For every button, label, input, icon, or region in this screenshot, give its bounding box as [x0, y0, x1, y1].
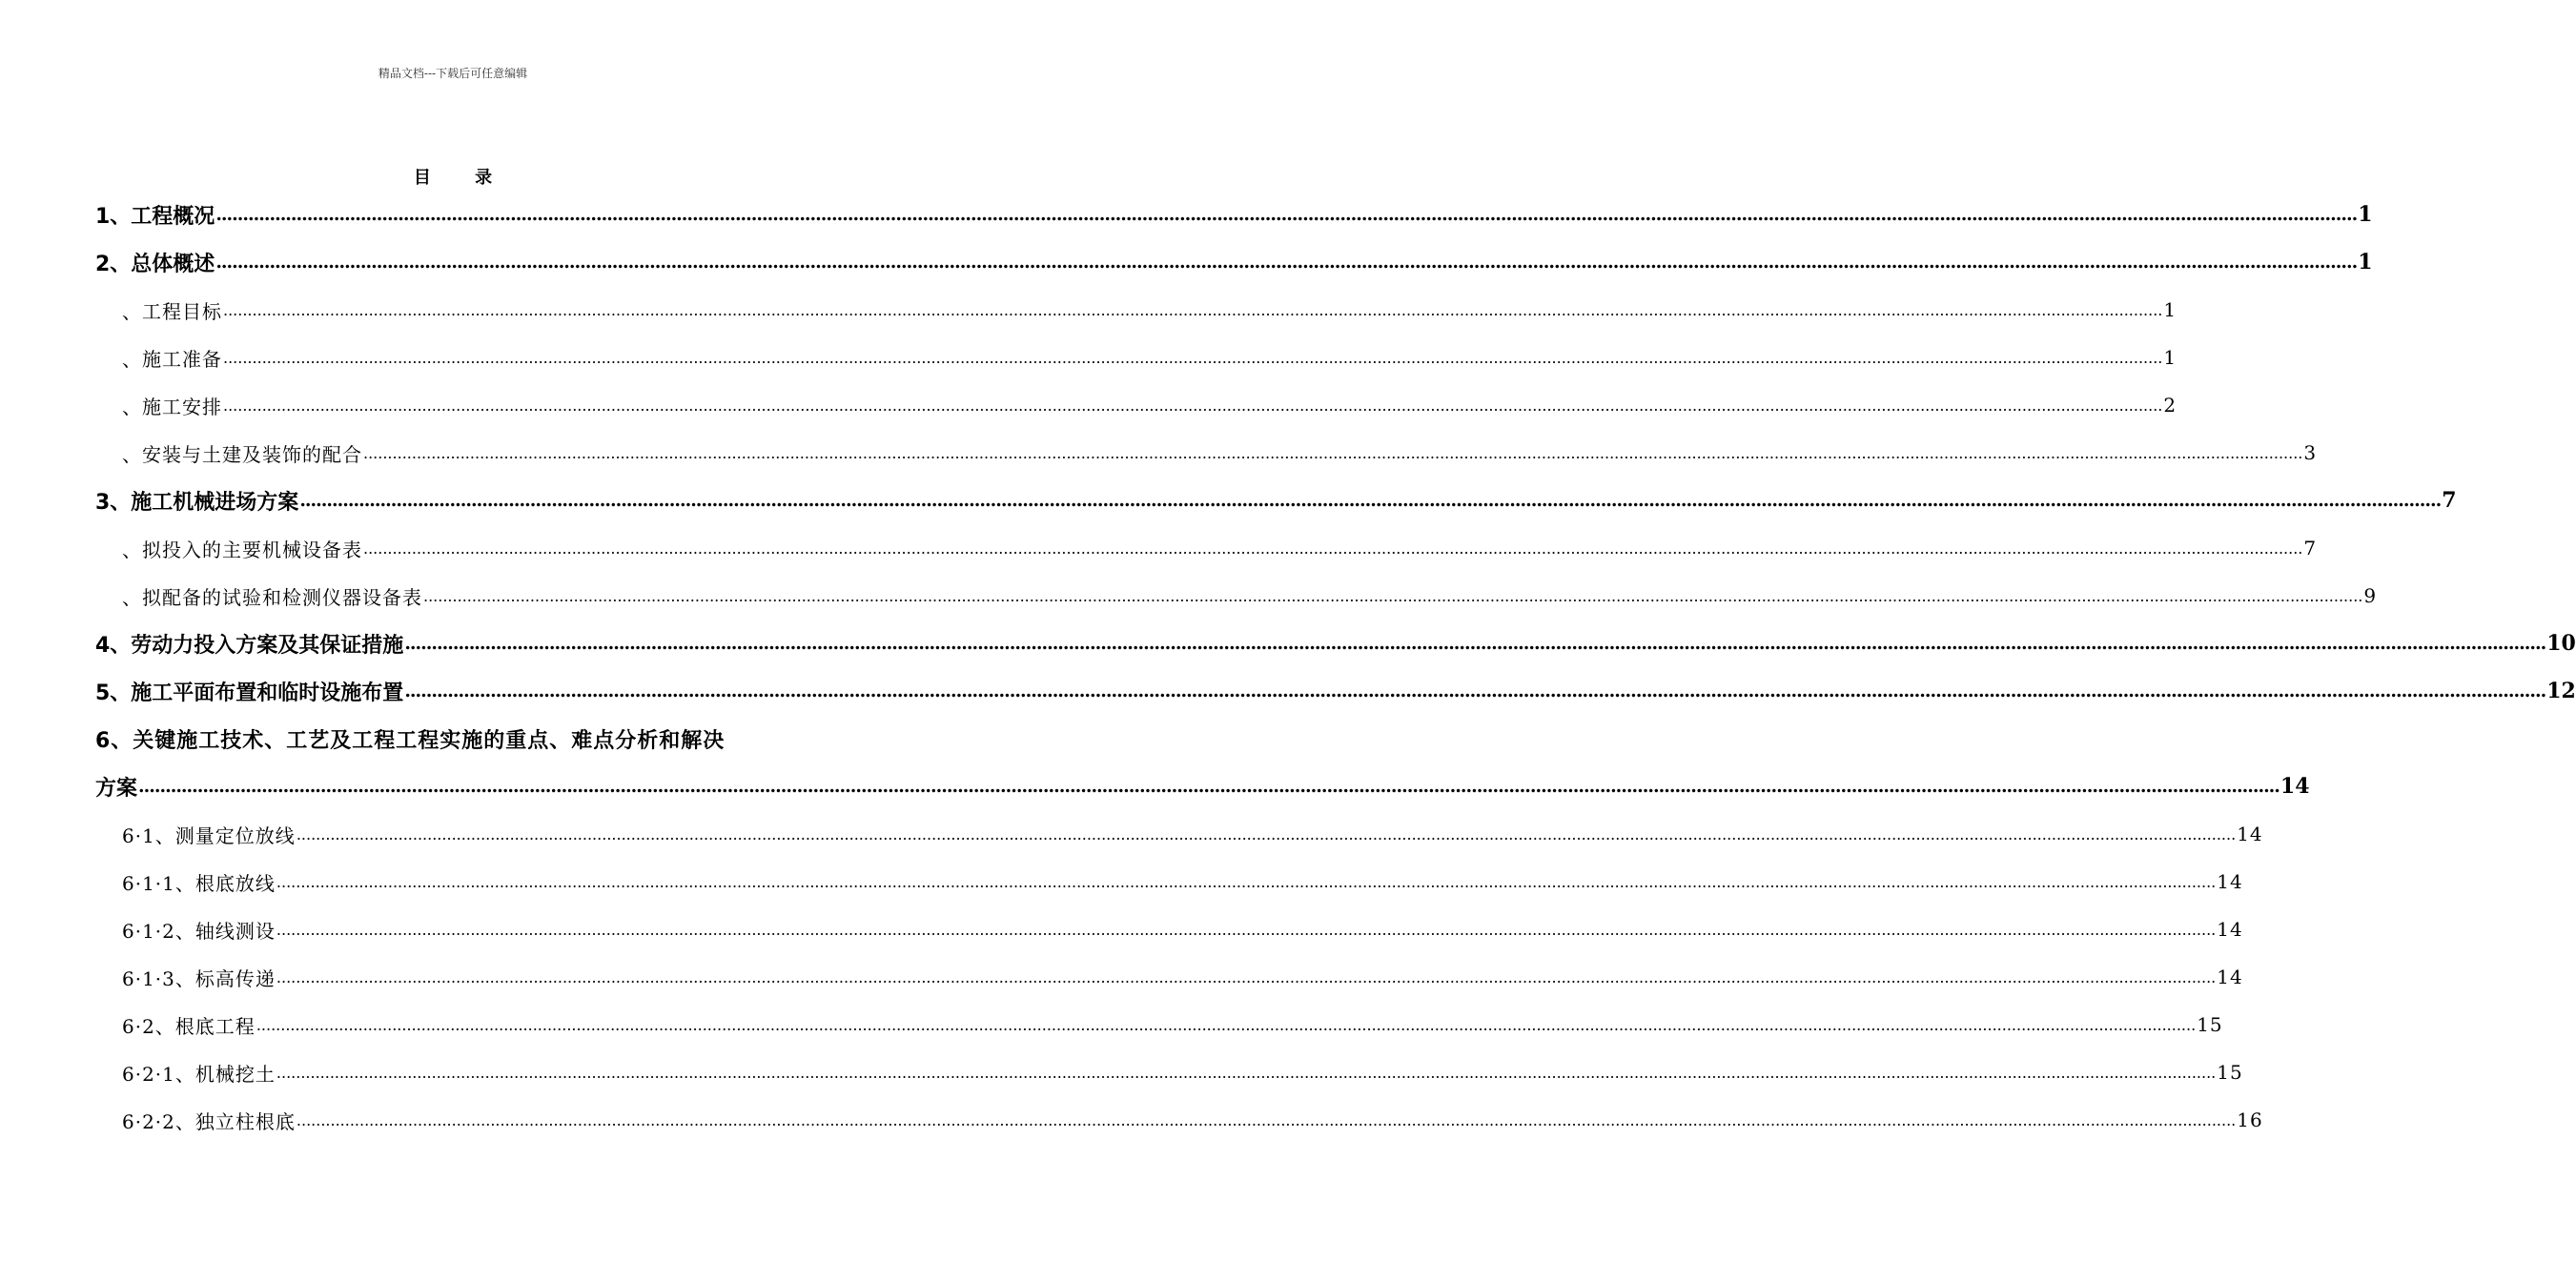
toc-leader-dots: ................................................................................................................................................................................................................................................................................................................................................................................................................ [276, 967, 2217, 986]
toc-page-number: 16 [2237, 1108, 2263, 1131]
toc-page-number: 15 [2217, 1061, 2243, 1084]
toc-entry[interactable] [95, 1001, 2223, 1048]
toc-page-number: 1 [2163, 298, 2177, 321]
toc-leader-dots: ................................................................................................................................................................................................................................................................................................................................................................................................................ [296, 824, 2237, 844]
toc-entry[interactable] [95, 191, 2373, 238]
toc-entry[interactable] [95, 667, 2576, 715]
toc-leader-dots: ................................................................................................................................................................................................................................................................................................................................................................................................................ [223, 348, 2163, 367]
toc-page-number: 14 [2217, 870, 2243, 893]
toc-entry-label: 、拟配备的试验和检测仪器设备表 [122, 585, 422, 609]
toc-page-number: 14 [2237, 823, 2263, 845]
toc-page-number: 7 [2442, 488, 2457, 513]
toc-leader-dots: ................................................................................................................................................................................................................................................................................................................................................................................................................ [276, 872, 2217, 891]
toc-entry-label: 、拟投入的主要机械设备表 [122, 538, 362, 561]
toc-page-number: 9 [2363, 584, 2378, 607]
toc-entry[interactable] [95, 1096, 2263, 1144]
toc-entry[interactable] [95, 238, 2373, 286]
toc-entry-label: 6·2、根底工程 [122, 1014, 256, 1038]
toc-page-number: 12 [2546, 679, 2576, 703]
toc-entry[interactable] [95, 858, 2243, 905]
toc-entry-label: 5、施工平面布置和临时设施布置 [95, 681, 404, 705]
toc-leader-dots: ................................................................................................................................................................................................................................................................................................................................................................................................................ [423, 586, 2363, 605]
toc-leader-dots: ................................................................................................................................................................................................................................................................................................................................................................................................................ [276, 920, 2217, 939]
toc-page-number: 14 [2280, 774, 2310, 799]
toc-leader-dots: ................................................................................................................................................................................................................................................................................................................................................................................................................ [404, 681, 2546, 702]
toc-entry[interactable] [95, 620, 2576, 667]
toc-entry-label: 、施工安排 [122, 395, 222, 418]
toc-entry[interactable] [95, 524, 2318, 572]
toc-entry-label: 、工程目标 [122, 299, 222, 323]
toc-entry-label: 6·1·2、轴线测设 [122, 919, 276, 943]
toc-entry-line [95, 715, 827, 762]
toc-entry[interactable] [95, 381, 2177, 429]
toc-entry-label: 3、施工机械进场方案 [95, 490, 299, 515]
toc-page-number: 2 [2163, 394, 2177, 417]
toc-entry-label: 4、劳动力投入方案及其保证措施 [95, 633, 404, 658]
toc-entry-line [95, 762, 2310, 810]
table-of-contents [95, 191, 2576, 1144]
toc-leader-dots: ................................................................................................................................................................................................................................................................................................................................................................................................................ [223, 396, 2163, 415]
toc-entry-label: 6·1·1、根底放线 [122, 871, 276, 895]
toc-leader-dots: ................................................................................................................................................................................................................................................................................................................................................................................................................ [404, 633, 2546, 654]
toc-page-number: 14 [2217, 966, 2243, 988]
toc-entry[interactable] [95, 286, 2177, 334]
toc-leader-dots: ................................................................................................................................................................................................................................................................................................................................................................................................................ [256, 1015, 2197, 1034]
toc-leader-dots: ................................................................................................................................................................................................................................................................................................................................................................................................................ [223, 300, 2163, 319]
toc-entry[interactable] [95, 905, 2243, 953]
toc-entry-label: 6·1·3、标高传递 [122, 966, 276, 990]
toc-entry[interactable] [95, 429, 2318, 477]
toc-page-number: 3 [2303, 441, 2318, 464]
toc-page-number: 7 [2303, 537, 2318, 559]
toc-page-number: 1 [2358, 250, 2373, 274]
toc-entry[interactable] [95, 953, 2243, 1001]
toc-page-number: 1 [2163, 346, 2177, 369]
toc-entry-label: 6·1、测量定位放线 [122, 824, 296, 847]
toc-entry-label: 6·2·1、机械挖土 [122, 1062, 276, 1086]
toc-entry-label: 1、工程概况 [95, 204, 215, 229]
toc-page-number: 14 [2217, 918, 2243, 941]
toc-title: 目 录 [413, 168, 512, 188]
toc-entry-label: 、施工准备 [122, 347, 222, 371]
toc-leader-dots: ................................................................................................................................................................................................................................................................................................................................................................................................................ [296, 1110, 2237, 1129]
toc-entry-label: 6·2·2、独立柱根底 [122, 1109, 296, 1133]
toc-entry[interactable] [95, 572, 2378, 620]
toc-entry-label: 、安装与土建及装饰的配合 [122, 442, 362, 466]
toc-leader-dots: ................................................................................................................................................................................................................................................................................................................................................................................................................ [215, 204, 2358, 225]
toc-entry[interactable] [95, 477, 2457, 524]
toc-entry[interactable] [95, 334, 2177, 381]
toc-leader-dots: ................................................................................................................................................................................................................................................................................................................................................................................................................ [363, 539, 2303, 558]
toc-leader-dots: ................................................................................................................................................................................................................................................................................................................................................................................................................ [138, 776, 2280, 797]
toc-page-number: 1 [2358, 202, 2373, 227]
toc-leader-dots: ................................................................................................................................................................................................................................................................................................................................................................................................................ [299, 490, 2442, 511]
page-header-note: 精品文档---下载后可任意编辑 [378, 67, 528, 80]
toc-leader-dots: ................................................................................................................................................................................................................................................................................................................................................................................................................ [363, 443, 2303, 462]
toc-entry-label: 2、总体概述 [95, 252, 215, 276]
toc-entry[interactable] [95, 810, 2263, 858]
toc-page-number: 15 [2197, 1013, 2223, 1036]
toc-entry-label: 6、关键施工技术、工艺及工程工程实施的重点、难点分析和解决 [95, 728, 726, 753]
toc-leader-dots: ................................................................................................................................................................................................................................................................................................................................................................................................................ [215, 252, 2358, 273]
toc-entry[interactable] [95, 1048, 2243, 1096]
toc-leader-dots: ................................................................................................................................................................................................................................................................................................................................................................................................................ [276, 1063, 2217, 1082]
toc-entry-label-continued: 方案 [95, 776, 138, 801]
toc-entry[interactable] [95, 715, 2310, 810]
toc-page-number: 10 [2546, 631, 2576, 656]
